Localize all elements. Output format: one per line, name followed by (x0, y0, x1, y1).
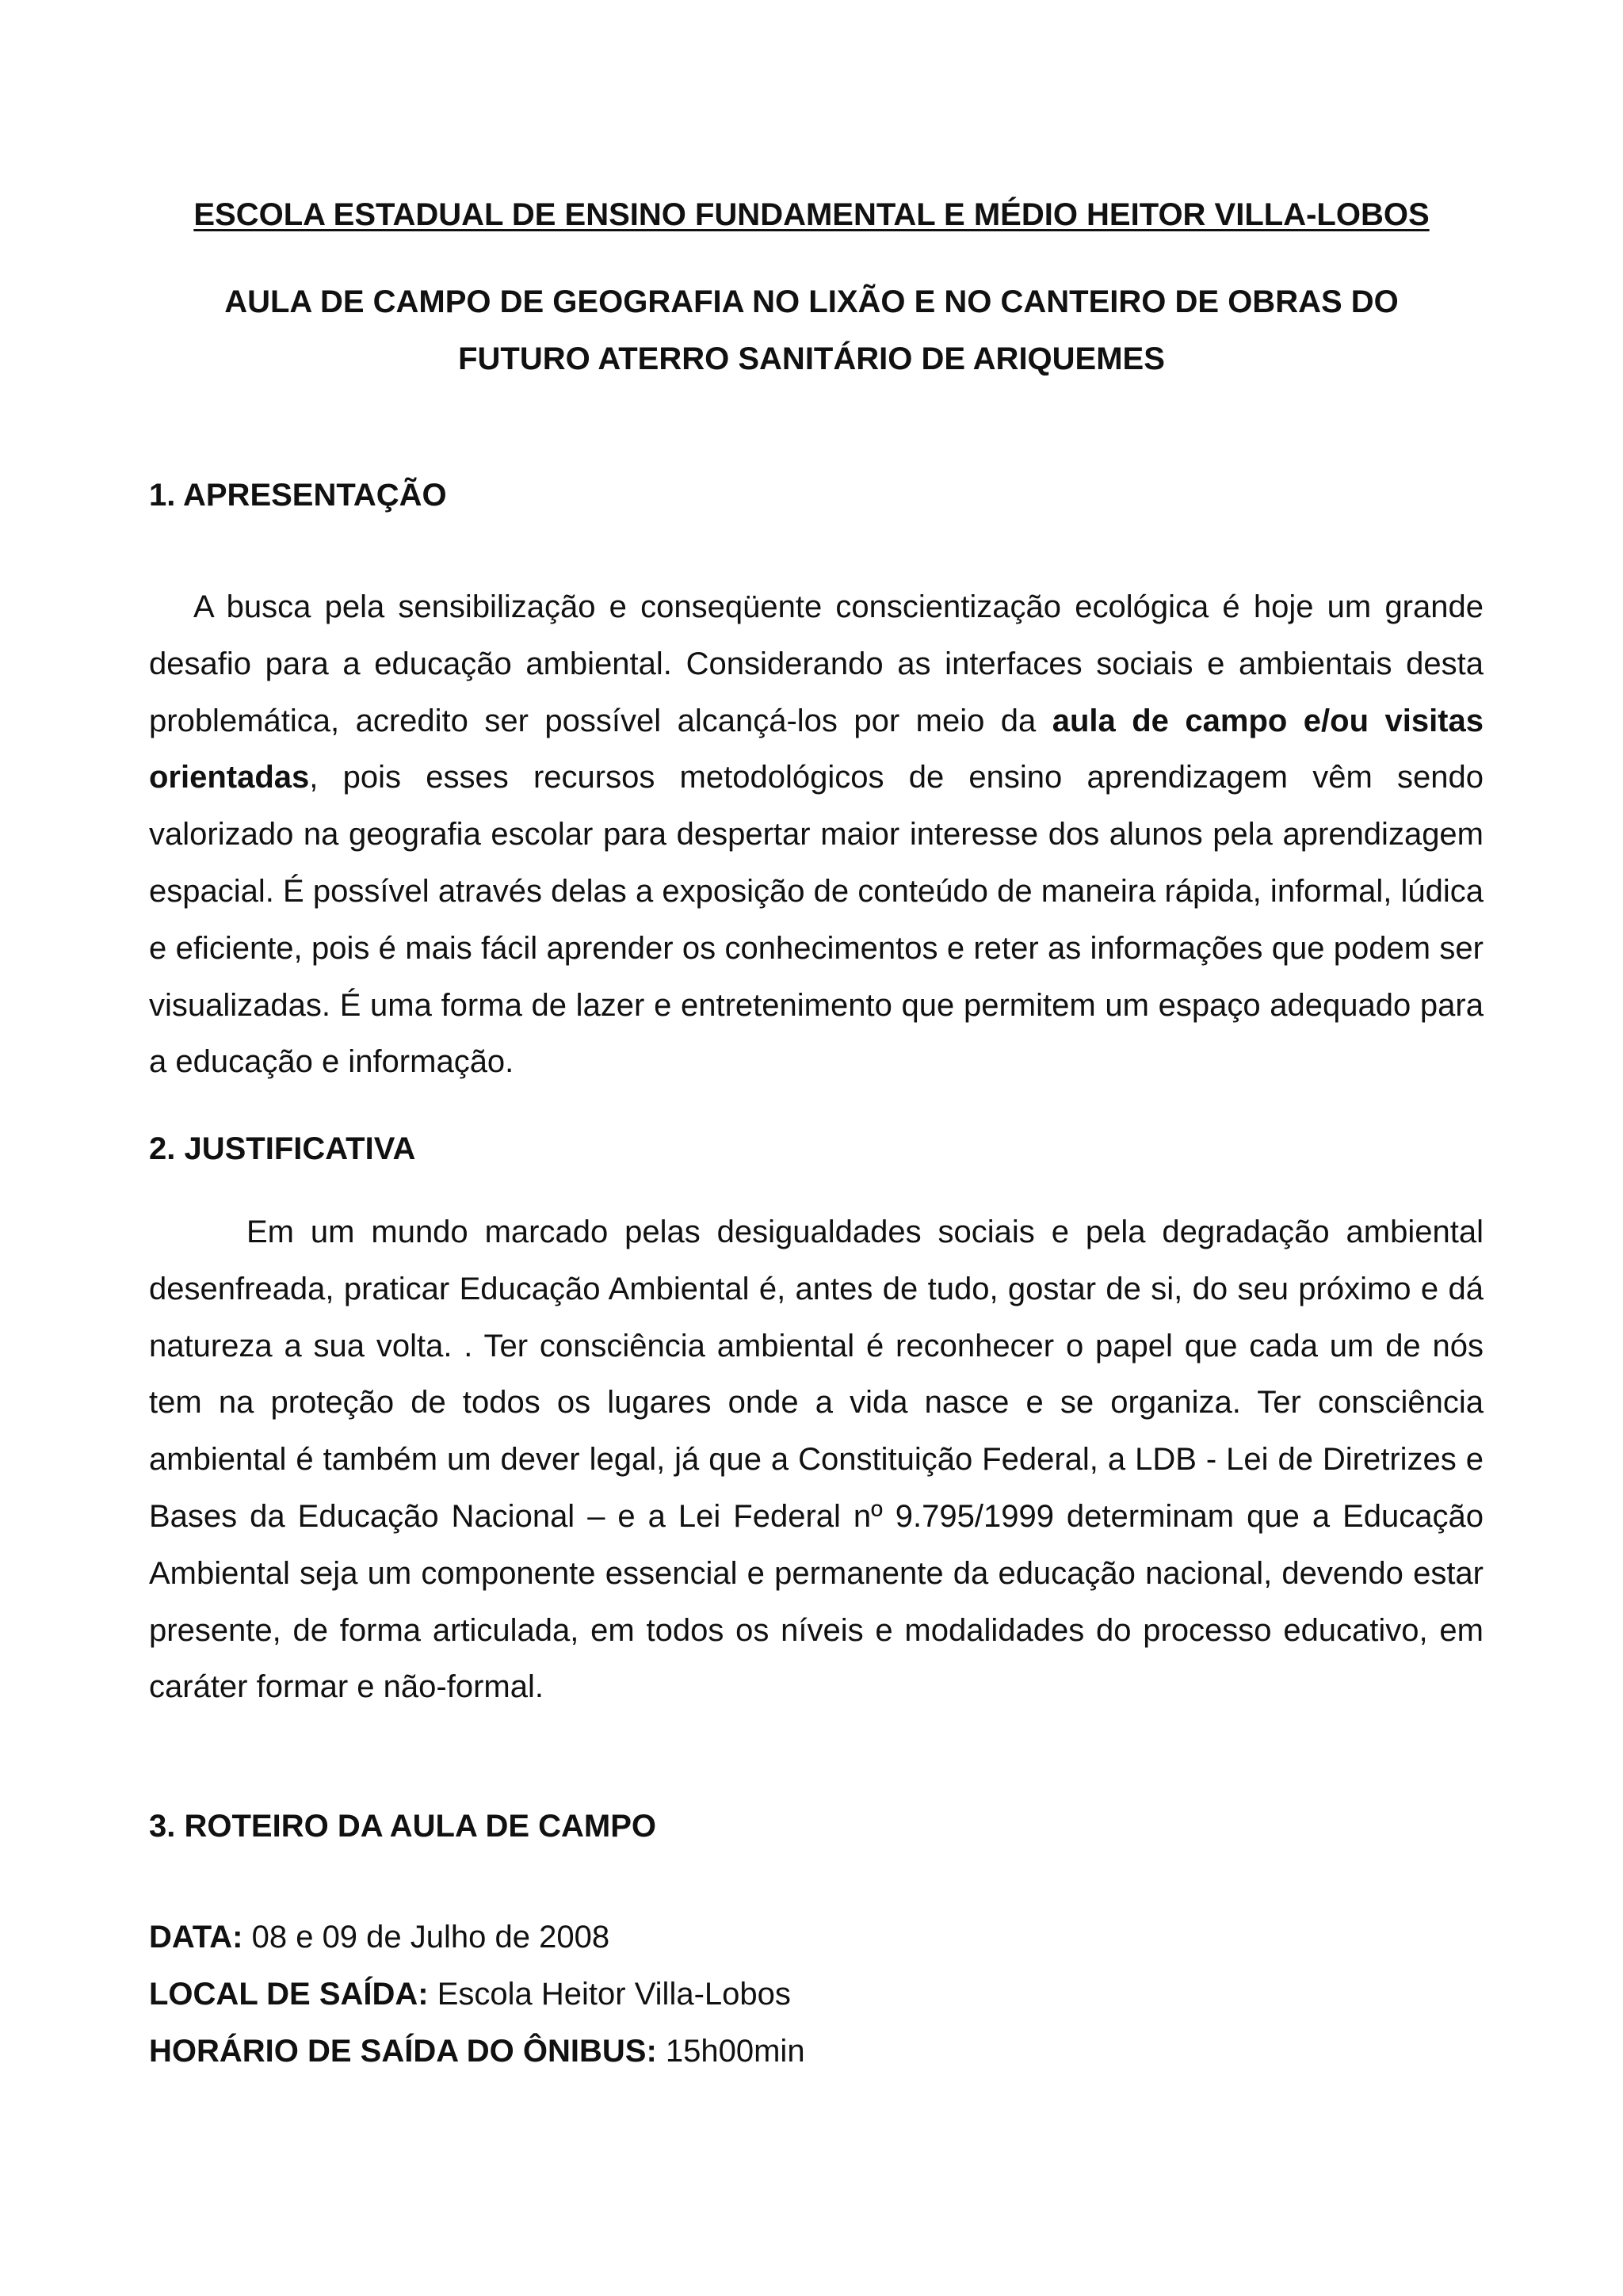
section-heading-justificativa: 2. JUSTIFICATIVA (149, 1131, 416, 1166)
document-title-line-2: FUTURO ATERRO SANITÁRIO DE ARIQUEMES (458, 341, 1165, 376)
info-value-local-saida: Escola Heitor Villa-Lobos (428, 1977, 791, 2012)
paragraph-apresentacao-bold-text: aula de campo e/ou visitas orientadas (149, 703, 1484, 795)
info-label-data: DATA: (149, 1920, 243, 1955)
info-line-data (149, 1915, 609, 1959)
info-value-data: 08 e 09 de Julho de 2008 (242, 1920, 610, 1955)
document-title (119, 273, 1504, 387)
paragraph-apresentacao-text-1: A busca pela sensibilização e conseqüente conscientização ecológica é hoje um grande desafio para a educação ambiental. Considerando as interfaces sociais e ambientais desta problemática, acredito ser possível alcançá-los por meio da (149, 589, 1484, 738)
info-label-horario-saida: HORÁRIO DE SAÍDA DO ÔNIBUS: (149, 2034, 657, 2069)
paragraph-justificativa: Em um mundo marcado pelas desigualdades sociais e pela degradação ambiental desenfreada, praticar Educação Ambiental é, antes de tudo, gostar de si, do seu próximo e dá natureza a sua volta. . Ter consciência ambiental é reconhecer o papel que cada um de nós tem na proteção de todos os lugares onde a vida nasce e se organiza. Ter consciência ambiental é também um dever legal, já que a Constituição Federal, a LDB - Lei de Diretrizes e Bases da Educação Nacional – e a Lei Federal nº 9.795/1999 determinam que a Educação Ambiental seja um componente essencial e permanente da educação nacional, devendo estar presente, de forma articulada, em todos os níveis e modalidades do processo educativo, em caráter formar e não-formal. (149, 1215, 1484, 1705)
paragraph-apresentacao (149, 579, 1484, 1091)
paragraph-apresentacao-text-2: , pois esses recursos metodológicos de ensino aprendizagem vêm sendo valorizado na geografia escolar para despertar maior interesse dos alunos pela aprendizagem espacial. É possível através delas a exposição de conteúdo de maneira rápida, informal, lúdica e eficiente, pois é mais fácil aprender os conhecimentos e reter as informações que podem ser visualizadas. É uma forma de lazer e entretenimento que permitem um espaço adequado para a educação e informação. (149, 760, 1484, 1080)
section-heading-apresentacao: 1. APRESENTAÇÃO (149, 478, 447, 513)
school-name: ESCOLA ESTADUAL DE ENSINO FUNDAMENTAL E MÉDIO HEITOR VILLA-LOBOS (193, 197, 1430, 232)
section-heading-roteiro: 3. ROTEIRO DA AULA DE CAMPO (149, 1809, 657, 1844)
info-label-local-saida: LOCAL DE SAÍDA: (149, 1977, 429, 2012)
info-line-horario-saida (149, 2029, 805, 2073)
document-title-line-1: AULA DE CAMPO DE GEOGRAFIA NO LIXÃO E NO CANTEIRO DE OBRAS DO (224, 284, 1399, 319)
info-value-horario-saida: 15h00min (656, 2034, 805, 2069)
info-line-local-saida (149, 1972, 791, 2016)
